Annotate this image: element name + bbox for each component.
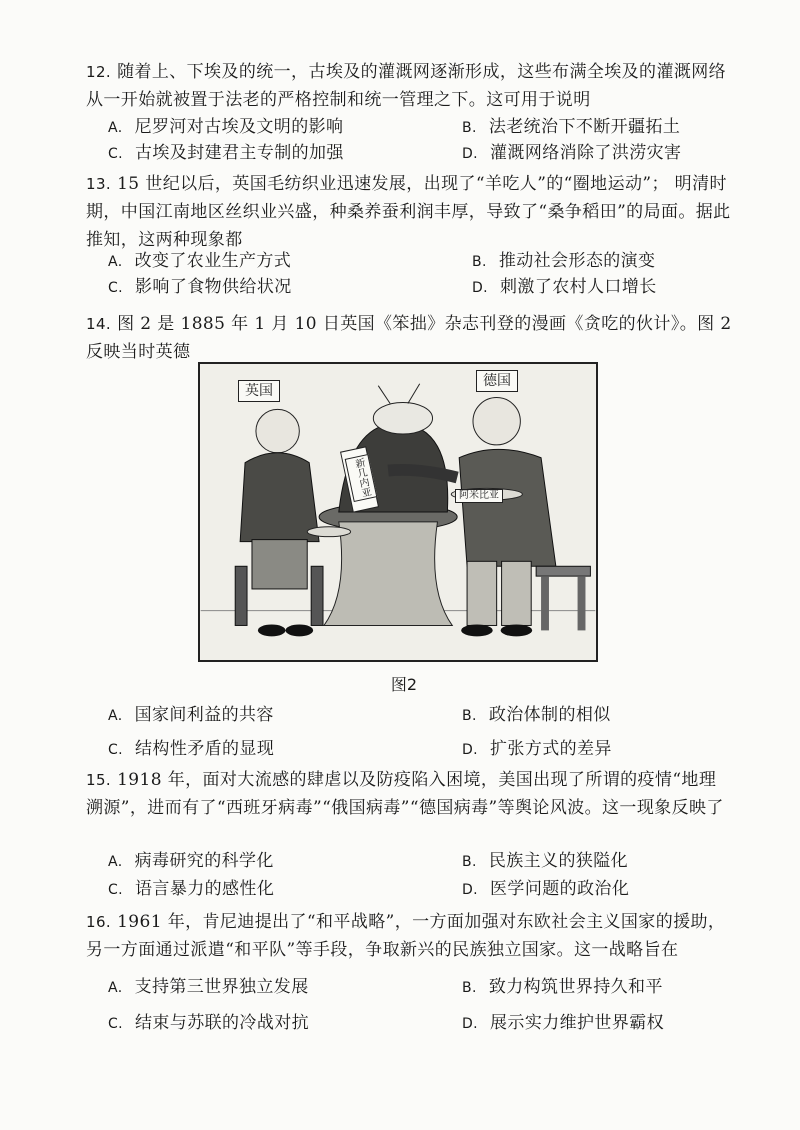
question-number: 13. xyxy=(86,175,112,193)
question-15-option-c[interactable]: C. 语言暴力的感性化 xyxy=(108,879,275,899)
question-15-stem xyxy=(86,766,732,822)
question-13-option-b[interactable]: B. 推动社会形态的演变 xyxy=(472,251,656,271)
question-12-option-d[interactable]: D. 灌溉网络消除了洪涝灾害 xyxy=(462,143,682,163)
question-14-option-a[interactable]: A. 国家间利益的共容 xyxy=(108,705,274,725)
question-13-stem xyxy=(86,170,732,254)
label-plate: 阿米比亚 xyxy=(455,489,503,503)
question-14-option-c[interactable]: C. 结构性矛盾的显现 xyxy=(108,739,275,759)
question-12-stem xyxy=(86,58,732,114)
question-15-option-b[interactable]: B. 民族主义的狭隘化 xyxy=(462,851,629,871)
question-15-option-d[interactable]: D. 医学问题的政治化 xyxy=(462,879,630,899)
question-text: 随着上、下埃及的统一，古埃及的灌溉网逐渐形成，这些布满全埃及的灌溉网络从一开始就被置于法老的严格控制和统一管理之下。这可用于说明 xyxy=(86,62,727,110)
question-text: 1961 年，肯尼迪提出了“和平战略”，一方面加强对东欧社会主义国家的援助，另一方面通过派遣“和平队”等手段，争取新兴的民族独立国家。这一战略旨在 xyxy=(86,912,726,960)
label-new-guinea: 新几内亚 xyxy=(345,454,378,502)
question-16-option-a[interactable]: A. 支持第三世界独立发展 xyxy=(108,977,309,997)
question-number: 16. xyxy=(86,913,112,931)
label-england: 英国 xyxy=(238,380,280,402)
question-16-option-d[interactable]: D. 展示实力维护世界霸权 xyxy=(462,1013,665,1033)
question-14-option-b[interactable]: B. 政治体制的相似 xyxy=(462,705,611,725)
question-number: 15. xyxy=(86,771,112,789)
question-14-stem xyxy=(86,310,732,366)
question-12-option-c[interactable]: C. 古埃及封建君主专制的加强 xyxy=(108,143,344,163)
question-number: 14. xyxy=(86,315,112,333)
figure-caption: 图2 xyxy=(390,675,418,694)
question-13-option-d[interactable]: D. 刺激了农村人口增长 xyxy=(472,277,657,297)
question-13-option-a[interactable]: A. 改变了农业生产方式 xyxy=(108,251,292,271)
question-text: 1918 年，面对大流感的肆虐以及防疫陷入困境，美国出现了所谓的疫情“地理溯源”，进而有了“西班牙病毒”“俄国病毒”“德国病毒”等舆论风波。这一现象反映了 xyxy=(86,770,724,818)
question-15-option-a[interactable]: A. 病毒研究的科学化 xyxy=(108,851,274,871)
question-14-option-d[interactable]: D. 扩张方式的差异 xyxy=(462,739,612,759)
question-16-option-c[interactable]: C. 结束与苏联的冷战对抗 xyxy=(108,1013,310,1033)
question-number: 12. xyxy=(86,63,112,81)
question-text: 图 2 是 1885 年 1 月 10 日英国《笨拙》杂志刊登的漫画《贪吃的伙计》。图 2 反映当时英德 xyxy=(86,314,732,362)
question-12-option-a[interactable]: A. 尼罗河对古埃及文明的影响 xyxy=(108,117,344,137)
label-germany: 德国 xyxy=(476,370,518,392)
question-text: 15 世纪以后，英国毛纺织业迅速发展，出现了“羊吃人”的“圈地运动”； 明清时期，中国江南地区丝织业兴盛，种桑养蚕利润丰厚，导致了“桑争稻田”的局面。据此推知，这两种现象都 xyxy=(86,174,731,250)
cartoon-illustration xyxy=(200,364,596,660)
cartoon-figure xyxy=(198,362,598,662)
question-16-option-b[interactable]: B. 致力构筑世界持久和平 xyxy=(462,977,663,997)
question-12-option-b[interactable]: B. 法老统治下不断开疆拓土 xyxy=(462,117,681,137)
question-16-stem xyxy=(86,908,732,964)
question-13-option-c[interactable]: C. 影响了食物供给状况 xyxy=(108,277,292,297)
